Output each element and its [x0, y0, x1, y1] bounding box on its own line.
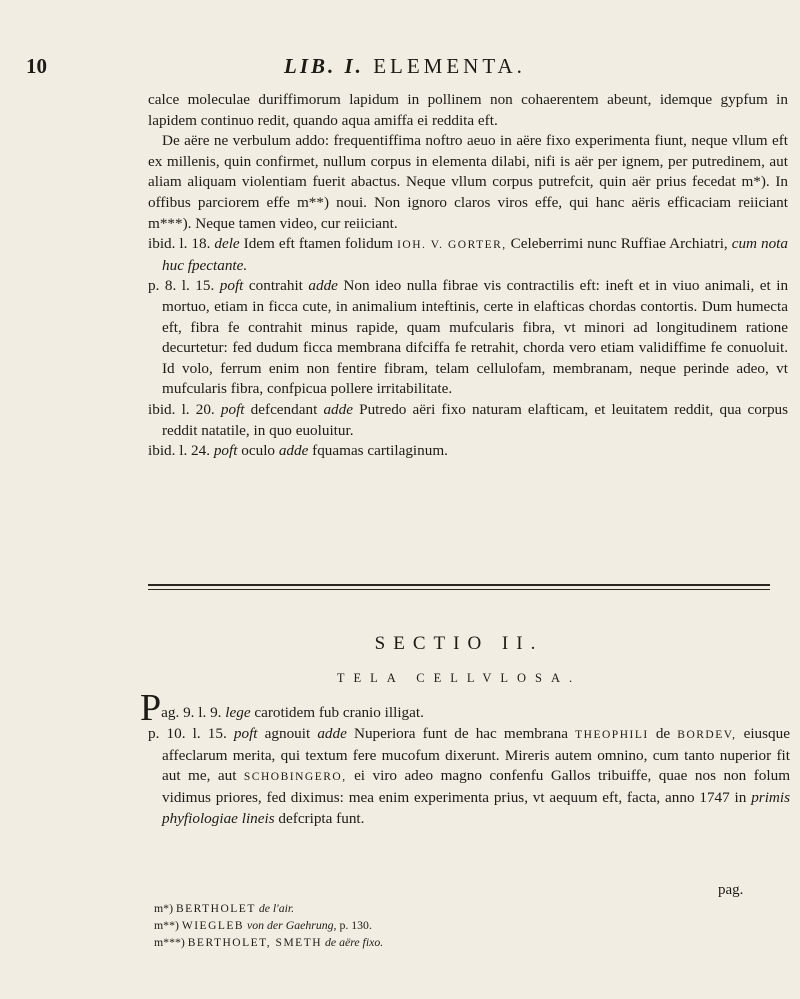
entry-text-rest: Putredo aëri fixo naturam elafticam, et leuitatem reddit, qua corpus reddit natatile, in quo euoluitur.	[162, 400, 789, 439]
entry-text-rest: Celeberrimi nunc Ruffiae Archiatri,	[510, 235, 728, 253]
entry-instruction: lege	[225, 704, 251, 721]
section-entry-1	[140, 687, 790, 729]
entry-italic-tail: cum nota huc fpectante.	[162, 235, 788, 274]
footnote-page: p. 130.	[339, 918, 372, 933]
running-head-title: ELEMENTA.	[373, 54, 526, 78]
footnote-author: BERTHOLET, SMETH	[187, 937, 323, 950]
entry-text-e: ei viro adeo magno confenfu Gallos tribuiffe, quae nos non folum vidimus priores, fed diximus: mea enim experimenta prius, vt aequum eft, facta, anno 1747 in	[162, 767, 791, 807]
footnote-1	[154, 900, 383, 917]
entry-instruction: poft	[213, 442, 238, 460]
book-title-italic: primis phyfiologiae lineis	[162, 789, 791, 827]
footnotes	[154, 900, 383, 952]
section-subtitle: TELA CELLVLOSA.	[336, 671, 582, 685]
footnote-title: de aëre fixo.	[324, 935, 384, 950]
catchword: pag.	[718, 882, 744, 898]
erratum-entry-2	[148, 276, 788, 400]
page-number: 10	[26, 54, 47, 78]
entry-instruction-2: adde	[308, 277, 338, 295]
erratum-entry-3	[148, 400, 788, 441]
footnote-author: BERTHOLET	[175, 903, 256, 915]
entry-text: Idem eft ftamen folidum	[243, 235, 394, 253]
drop-cap: P	[140, 687, 162, 729]
footnote-3	[154, 934, 383, 951]
section-title: SECTIO II.	[374, 633, 544, 654]
footnote-mark: m***)	[154, 935, 185, 950]
footnote-title: von der Gaehrung,	[247, 918, 337, 933]
entry-text-c: de	[655, 724, 671, 742]
entry-instruction: dele	[214, 235, 240, 253]
author-name: IOH. V. GORTER,	[397, 239, 507, 252]
footnote-author: WIEGLEB	[181, 920, 245, 933]
entry-text: carotidem fub cranio illigat.	[254, 704, 424, 721]
divider-thin-line	[148, 589, 770, 590]
entry-instruction-2: adde	[317, 724, 347, 742]
entry-text: agnouit	[264, 724, 311, 742]
erratum-entry-1	[148, 234, 788, 276]
entry-instruction-2: adde	[278, 442, 309, 460]
entry-ref: ibid. l. 24.	[148, 442, 211, 460]
entry-instruction: poft	[219, 277, 244, 295]
entry-text-f: defcripta funt.	[278, 809, 365, 827]
entry-instruction-2: adde	[323, 400, 353, 418]
entry-text: contrahit	[248, 277, 303, 295]
entry-text: oculo	[241, 442, 276, 460]
paragraph-2: De aëre ne verbulum addo: frequentiffima noftro aeuo in aëre fixo experimenta fiunt, neque vllum eft ex millenis, quin confirmet, nullum corpus in elementa dilabi, nifi is aër per ignem, per putredinem, aut aliam aliquam violentiam fuerit abactus. Neque vllum corpus putrefcit, quin aër prius fecedat m*). In offibus parciorem effe m**) noui. Non ignoro claros viros effe, qui hanc aëris efficaciam reiiciant m***). Neque tamen video, cur reiiciant.	[148, 132, 788, 232]
entry-instruction: poft	[233, 724, 258, 742]
section-text	[140, 685, 790, 830]
entry-instruction: poft	[220, 400, 245, 418]
entry-text-d: eiusque affeclarum merita, qui textum fere mucofum dixerunt. Mireris autem omnino, cum tanto nuperior fit aut me, aut	[162, 724, 790, 785]
entry-ref: ibid. l. 20.	[148, 400, 215, 418]
entry-ref: ibid. l. 18.	[148, 235, 211, 253]
entry-text: defcendant	[250, 400, 318, 418]
section-divider	[148, 584, 770, 594]
author-name-bordeu: BORDEV,	[677, 728, 737, 741]
running-head-book: LIB. I.	[284, 54, 364, 78]
page-header	[26, 54, 760, 84]
entry-ref: p. 8. l. 15.	[148, 277, 215, 295]
paragraph-1: calce moleculae duriffimorum lapidum in pollinem non cohaerentem abeunt, idemque gypfum in lapidem continuo redit, quando aqua amiffa ei reddita eft.	[148, 91, 788, 129]
author-name-schobinger: SCHOBINGERO,	[243, 771, 347, 784]
footnote-title: de l'air.	[258, 901, 295, 915]
divider-thick-line	[148, 584, 770, 586]
footnote-2	[154, 917, 383, 934]
running-head	[284, 54, 526, 79]
section-entry-2	[140, 724, 790, 830]
entry-ref: p. 10. l. 15.	[148, 724, 227, 742]
main-text	[148, 90, 788, 462]
entry-text-rest: fquamas cartilaginum.	[312, 442, 448, 460]
entry-text-rest: Non ideo nulla fibrae vis contractilis eft: ineft et in viuo animali, et in mortuo, etiam in ficca cute, in animalium inteftinis, certe in elafticas chordas contortis. Dum humecta eft, fibra fe contrahit minus rapide, quam mufcularis fibra, vt minori ad longitudinem ratione decurtetur: fed dudum ficca membrana difciffa fe retrahit, chorda vero etiam validiffime fe conuoluit. Id volo, ferrum enim non fentire fibram, telam cellulofam, membranam, neque perinde adeo, vt mufcularis fibra, confpicua pollere irritabilitate.	[162, 277, 789, 398]
erratum-entry-4	[148, 441, 788, 462]
entry-ref: ag. 9. l. 9.	[161, 704, 222, 721]
footnote-mark: m**)	[154, 918, 179, 933]
author-name-theophili: THEOPHILI	[575, 728, 649, 741]
footnote-mark: m*)	[154, 901, 174, 915]
entry-text-b: Nuperiora funt de hac membrana	[353, 724, 569, 742]
